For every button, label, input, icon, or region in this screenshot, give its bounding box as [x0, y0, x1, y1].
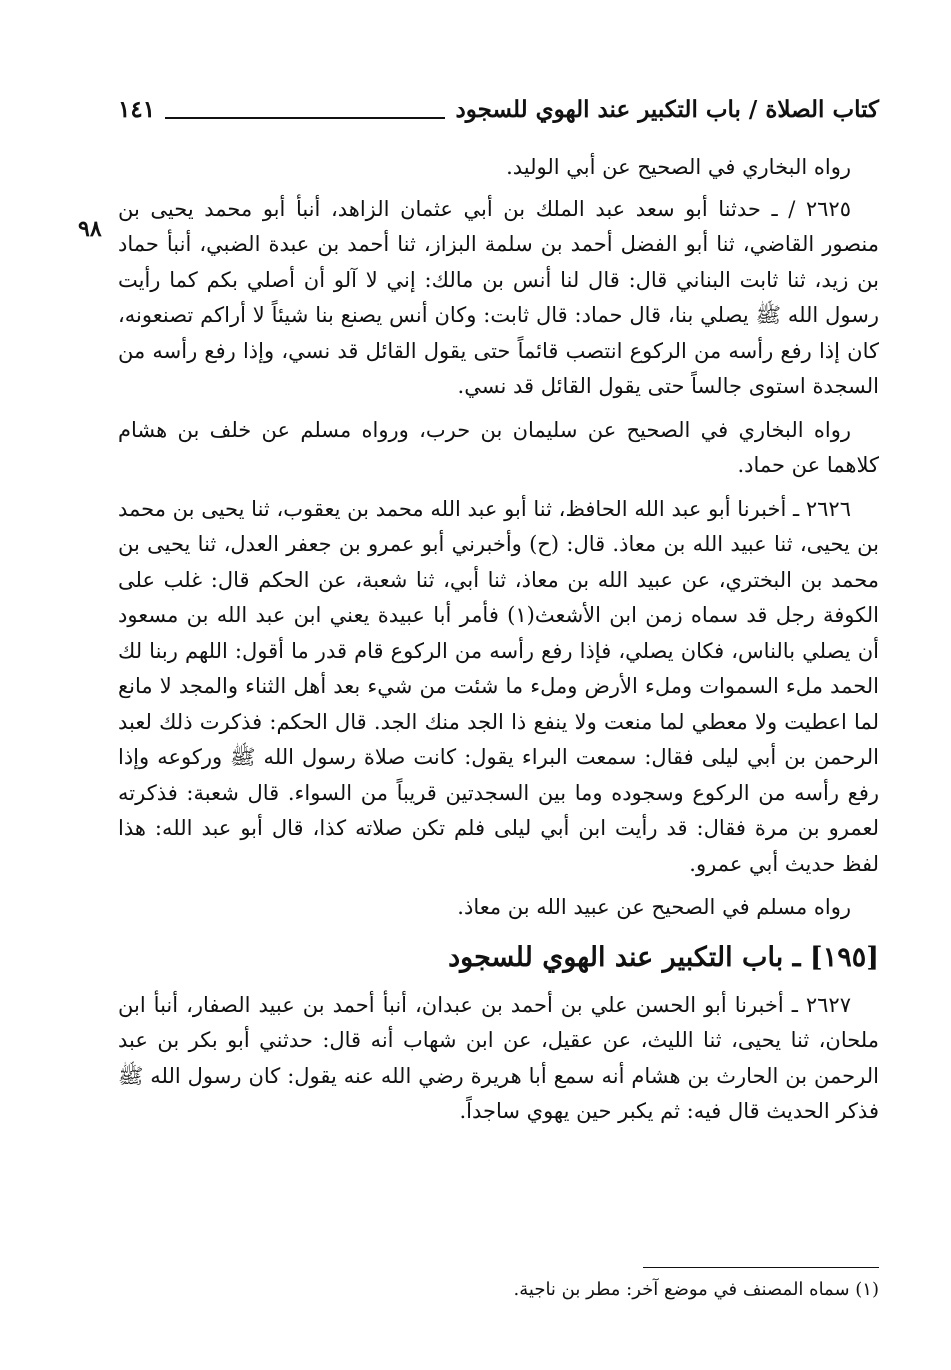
- paragraph-riwayah-1: رواه البخاري في الصحيح عن أبي الوليد.: [506, 155, 851, 179]
- page-number: ١٤١: [118, 95, 156, 123]
- margin-reference-number: ٩٨: [78, 216, 102, 242]
- paragraph-riwayah-3: رواه مسلم في الصحيح عن عبيد الله بن معاذ.: [457, 895, 851, 919]
- paragraph-hadith-2627: ٢٦٢٧ ـ أخبرنا أبو الحسن علي بن أحمد بن عبدان، أنبأ أحمد بن عبيد الصفار، أنبأ ابن ملحان، ثنا يحيى، ثنا الليث، عن عقيل، عن ابن شهاب أنه قال: حدثني أبو بكر بن عبد الرحمن بن الحارث بن هشام أنه سمع أبا هريرة رضي الله عنه يقول: كان رسول الله ﷺ فذكر الحديث قال فيه: ثم يكبر حين يهوي ساجداً.: [118, 992, 879, 1123]
- paragraph-hadith-2626: ٢٦٢٦ ـ أخبرنا أبو عبد الله الحافظ، ثنا أبو عبد الله محمد بن يعقوب، ثنا يحيى بن محمد بن يحيى، ثنا عبيد الله بن معاذ. قال: (ح) وأخبرني أبو عمرو بن جعفر العدل، ثنا يحيى بن محمد بن البختري، عن عبيد الله بن معاذ، ثنا أبي، ثنا شعبة، عن الحكم قال: غلب على الكوفة رجل قد سماه زمن ابن الأشعث(١) فأمر أبا عبيدة يعني ابن عبد الله بن مسعود أن يصلي بالناس، فكان يصلي، فإذا رفع رأسه من الركوع قام قدر ما أقول: اللهم ربنا لك الحمد ملء السموات وملء الأرض وملء ما شئت من شيء بعد أهل الثناء والمجد لا مانع لما اعطيت ولا معطي لما منعت ولا ينفع ذا الجد منك الجد. قال الحكم: فذكرت ذلك لعبد الرحمن بن أبي ليلى فقال: سمعت البراء يقول: كانت صلاة رسول الله ﷺ وركوعه وإذا رفع رأسه من الركوع وسجوده وما بين السجدتين قريباً من السواء. قال شعبة: فذكرته لعمرو بن مرة فقال: قد رأيت ابن أبي ليلى فلم تكن صلاته كذا، قال أبو عبد الله: هذا لفظ حديث أبي عمرو.: [118, 496, 879, 876]
- running-header-title: كتاب الصلاة / باب التكبير عند الهوي للسجود: [455, 95, 879, 123]
- footnote: (١) سماه المصنف في موضع آخر: مطر بن ناجية.: [513, 1279, 879, 1300]
- paragraph-hadith-2625: ٢٦٢٥ / ـ حدثنا أبو سعد عبد الملك بن أبي عثمان الزاهد، أنبأ أبو محمد يحيى بن منصور القاضي، ثنا أبو الفضل أحمد بن سلمة البزاز، ثنا أحمد بن عبدة الضبي، أنبأ حماد بن زيد، ثنا ثابت البناني قال: قال لنا أنس بن مالك: إني لا آلو أن أصلي بكم كما رأيت رسول الله ﷺ يصلي بنا، قال حماد: قال ثابت: وكان أنس يصنع بنا شيئاً لا أراكم تصنعونه، كان إذا رفع رأسه من الركوع انتصب قائماً حتى يقول القائل قد نسي، وإذا رفع رأسه من السجدة استوى جالساً حتى يقول القائل قد نسي.: [118, 196, 879, 398]
- main-text: [118, 150, 879, 1138]
- footnote-divider: [643, 1267, 879, 1268]
- chapter-heading: [١٩٥] ـ باب التكبير عند الهوي للسجود: [448, 941, 879, 973]
- running-header: [118, 92, 879, 126]
- header-rule: [165, 99, 445, 119]
- paragraph-riwayah-2: رواه البخاري في الصحيح عن سليمان بن حرب، ورواه مسلم عن خلف بن هشام كلاهما عن حماد.: [118, 417, 879, 477]
